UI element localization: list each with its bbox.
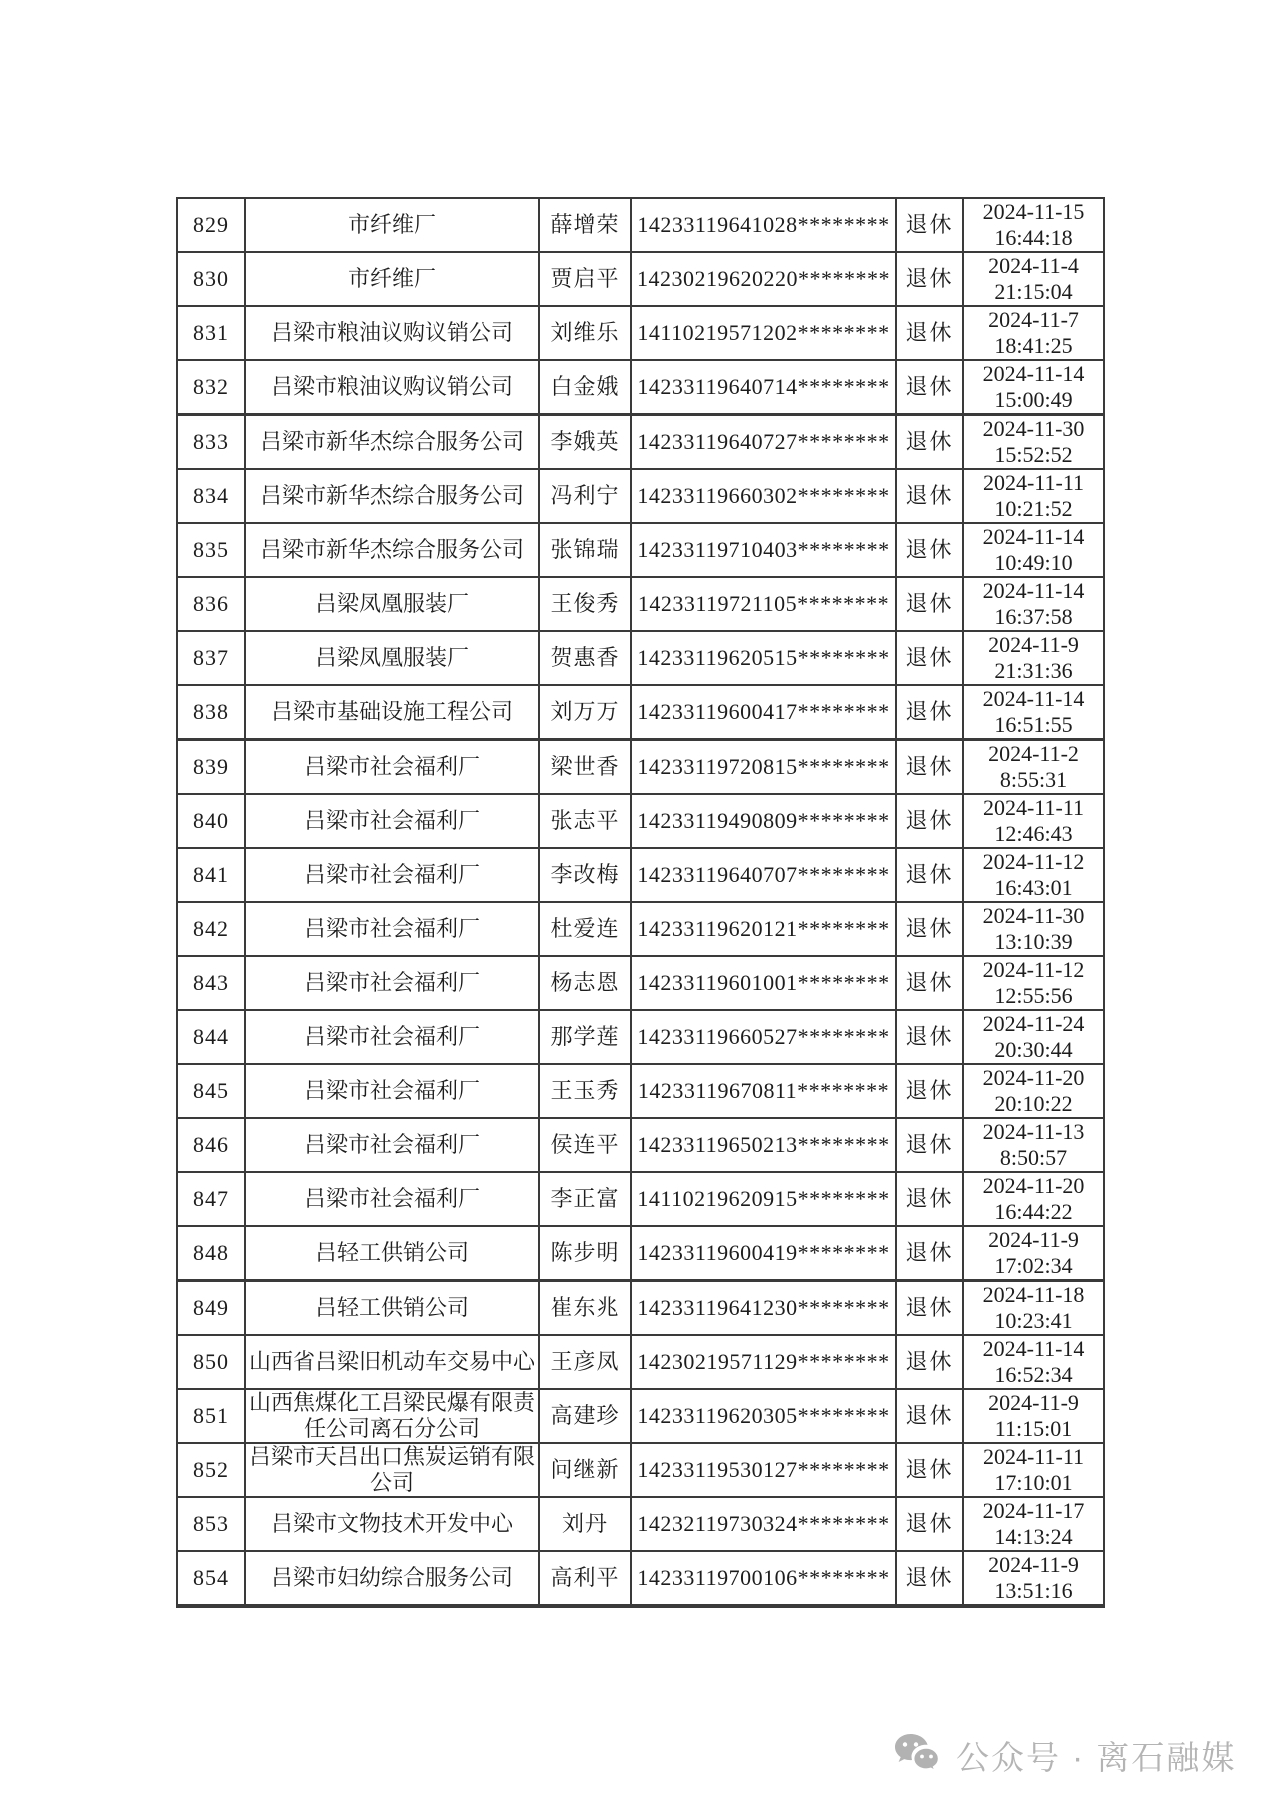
date-line: 2024-11-11 bbox=[982, 470, 1085, 495]
status-cell: 退休 bbox=[896, 360, 963, 415]
person-name-cell: 贾启平 bbox=[539, 252, 631, 306]
date-line: 2024-11-20 bbox=[982, 1065, 1085, 1090]
row-number-cell: 849 bbox=[177, 1281, 245, 1336]
table-row bbox=[177, 685, 1104, 740]
row-number-cell: 854 bbox=[177, 1551, 245, 1606]
company-cell: 吕梁市社会福利厂 bbox=[245, 848, 539, 902]
time-line: 10:23:41 bbox=[994, 1308, 1073, 1333]
row-number-cell: 852 bbox=[177, 1443, 245, 1497]
table-row bbox=[177, 306, 1104, 360]
row-number-cell: 830 bbox=[177, 252, 245, 306]
time-line: 20:10:22 bbox=[994, 1091, 1073, 1116]
datetime-cell bbox=[963, 740, 1104, 795]
row-number-cell: 850 bbox=[177, 1335, 245, 1389]
date-line: 2024-11-2 bbox=[988, 741, 1079, 766]
status-cell: 退休 bbox=[896, 523, 963, 577]
id-number-cell: 14232119730324******** bbox=[631, 1497, 896, 1551]
person-name-cell: 高建珍 bbox=[539, 1389, 631, 1443]
wechat-icon bbox=[893, 1732, 945, 1778]
person-name-cell: 贺惠香 bbox=[539, 631, 631, 685]
id-number-cell: 14233119530127******** bbox=[631, 1443, 896, 1497]
status-cell: 退休 bbox=[896, 1010, 963, 1064]
table-row bbox=[177, 252, 1104, 306]
status-cell: 退休 bbox=[896, 956, 963, 1010]
person-name-cell: 薛增荣 bbox=[539, 198, 631, 252]
time-line: 16:44:22 bbox=[994, 1199, 1073, 1224]
company-cell: 吕梁市社会福利厂 bbox=[245, 956, 539, 1010]
datetime-cell bbox=[963, 306, 1104, 360]
date-line: 2024-11-9 bbox=[988, 1227, 1079, 1252]
date-line: 2024-11-14 bbox=[982, 361, 1085, 386]
person-name-cell: 崔东兆 bbox=[539, 1281, 631, 1336]
datetime-cell bbox=[963, 1226, 1104, 1281]
company-cell: 吕梁市社会福利厂 bbox=[245, 1064, 539, 1118]
status-cell: 退休 bbox=[896, 1389, 963, 1443]
person-name-cell: 梁世香 bbox=[539, 740, 631, 795]
date-line: 2024-11-20 bbox=[982, 1173, 1085, 1198]
table-row bbox=[177, 1335, 1104, 1389]
id-number-cell: 14233119490809******** bbox=[631, 794, 896, 848]
table-row bbox=[177, 1389, 1104, 1443]
status-cell: 退休 bbox=[896, 252, 963, 306]
person-name-cell: 侯连平 bbox=[539, 1118, 631, 1172]
id-number-cell: 14110219620915******** bbox=[631, 1172, 896, 1226]
table-row bbox=[177, 198, 1104, 252]
time-line: 21:31:36 bbox=[994, 658, 1073, 683]
row-number-cell: 851 bbox=[177, 1389, 245, 1443]
datetime-cell bbox=[963, 956, 1104, 1010]
time-line: 16:37:58 bbox=[994, 604, 1073, 629]
table-row bbox=[177, 1010, 1104, 1064]
person-name-cell: 那学莲 bbox=[539, 1010, 631, 1064]
person-name-cell: 张志平 bbox=[539, 794, 631, 848]
person-name-cell: 李娥英 bbox=[539, 415, 631, 470]
table-row bbox=[177, 1551, 1104, 1606]
id-number-cell: 14233119640707******** bbox=[631, 848, 896, 902]
person-name-cell: 问继新 bbox=[539, 1443, 631, 1497]
time-line: 13:10:39 bbox=[994, 929, 1073, 954]
row-number-cell: 836 bbox=[177, 577, 245, 631]
time-line: 12:55:56 bbox=[994, 983, 1073, 1008]
company-cell: 吕轻工供销公司 bbox=[245, 1226, 539, 1281]
table-row bbox=[177, 1497, 1104, 1551]
person-name-cell: 刘万万 bbox=[539, 685, 631, 740]
table-row bbox=[177, 360, 1104, 415]
datetime-cell bbox=[963, 848, 1104, 902]
person-name-cell: 李改梅 bbox=[539, 848, 631, 902]
time-line: 12:46:43 bbox=[994, 821, 1073, 846]
datetime-cell bbox=[963, 1064, 1104, 1118]
person-name-cell: 李正富 bbox=[539, 1172, 631, 1226]
date-line: 2024-11-12 bbox=[982, 957, 1085, 982]
person-name-cell: 王彦凤 bbox=[539, 1335, 631, 1389]
datetime-cell bbox=[963, 1497, 1104, 1551]
date-line: 2024-11-30 bbox=[982, 416, 1085, 441]
table-row bbox=[177, 1443, 1104, 1497]
datetime-cell bbox=[963, 1443, 1104, 1497]
datetime-cell bbox=[963, 1389, 1104, 1443]
time-line: 16:44:18 bbox=[994, 225, 1073, 250]
datetime-cell bbox=[963, 631, 1104, 685]
row-number-cell: 832 bbox=[177, 360, 245, 415]
status-cell: 退休 bbox=[896, 1118, 963, 1172]
status-cell: 退休 bbox=[896, 198, 963, 252]
table-row bbox=[177, 1226, 1104, 1281]
row-number-cell: 835 bbox=[177, 523, 245, 577]
row-number-cell: 853 bbox=[177, 1497, 245, 1551]
id-number-cell: 14233119650213******** bbox=[631, 1118, 896, 1172]
datetime-cell bbox=[963, 1551, 1104, 1606]
row-number-cell: 842 bbox=[177, 902, 245, 956]
row-number-cell: 837 bbox=[177, 631, 245, 685]
date-line: 2024-11-4 bbox=[988, 253, 1079, 278]
company-cell: 吕梁市粮油议购议销公司 bbox=[245, 306, 539, 360]
datetime-cell bbox=[963, 1118, 1104, 1172]
status-cell: 退休 bbox=[896, 1497, 963, 1551]
table-row bbox=[177, 794, 1104, 848]
date-line: 2024-11-24 bbox=[982, 1011, 1085, 1036]
date-line: 2024-11-12 bbox=[982, 849, 1085, 874]
datetime-cell bbox=[963, 902, 1104, 956]
company-cell: 吕梁凤凰服装厂 bbox=[245, 631, 539, 685]
company-cell: 吕梁市新华杰综合服务公司 bbox=[245, 415, 539, 470]
id-number-cell: 14233119620515******** bbox=[631, 631, 896, 685]
company-cell: 吕梁市基础设施工程公司 bbox=[245, 685, 539, 740]
time-line: 17:02:34 bbox=[994, 1253, 1073, 1278]
date-line: 2024-11-14 bbox=[982, 578, 1085, 603]
company-cell: 吕梁市社会福利厂 bbox=[245, 902, 539, 956]
datetime-cell bbox=[963, 1172, 1104, 1226]
id-number-cell: 14233119641028******** bbox=[631, 198, 896, 252]
status-cell: 退休 bbox=[896, 469, 963, 523]
company-cell: 吕梁市新华杰综合服务公司 bbox=[245, 469, 539, 523]
datetime-cell bbox=[963, 1281, 1104, 1336]
status-cell: 退休 bbox=[896, 1226, 963, 1281]
company-cell: 市纤维厂 bbox=[245, 252, 539, 306]
time-line: 15:52:52 bbox=[994, 442, 1073, 467]
table-row bbox=[177, 631, 1104, 685]
id-number-cell: 14233119660527******** bbox=[631, 1010, 896, 1064]
time-line: 10:21:52 bbox=[994, 496, 1073, 521]
datetime-cell bbox=[963, 252, 1104, 306]
status-cell: 退休 bbox=[896, 306, 963, 360]
person-name-cell: 刘维乐 bbox=[539, 306, 631, 360]
id-number-cell: 14233119710403******** bbox=[631, 523, 896, 577]
date-line: 2024-11-9 bbox=[988, 1552, 1079, 1577]
table-row bbox=[177, 740, 1104, 795]
status-cell: 退休 bbox=[896, 1281, 963, 1336]
company-cell: 吕轻工供销公司 bbox=[245, 1281, 539, 1336]
person-name-cell: 王俊秀 bbox=[539, 577, 631, 631]
table-row bbox=[177, 1064, 1104, 1118]
row-number-cell: 829 bbox=[177, 198, 245, 252]
status-cell: 退休 bbox=[896, 1172, 963, 1226]
id-number-cell: 14233119600417******** bbox=[631, 685, 896, 740]
company-cell: 吕梁市社会福利厂 bbox=[245, 740, 539, 795]
time-line: 16:52:34 bbox=[994, 1362, 1073, 1387]
time-line: 14:13:24 bbox=[994, 1524, 1073, 1549]
status-cell: 退休 bbox=[896, 631, 963, 685]
row-number-cell: 840 bbox=[177, 794, 245, 848]
company-cell: 吕梁市粮油议购议销公司 bbox=[245, 360, 539, 415]
table-row bbox=[177, 956, 1104, 1010]
id-number-cell: 14110219571202******** bbox=[631, 306, 896, 360]
company-cell: 吕梁市社会福利厂 bbox=[245, 1172, 539, 1226]
datetime-cell bbox=[963, 415, 1104, 470]
id-number-cell: 14233119600419******** bbox=[631, 1226, 896, 1281]
date-line: 2024-11-18 bbox=[982, 1282, 1085, 1307]
time-line: 8:50:57 bbox=[999, 1145, 1068, 1170]
row-number-cell: 843 bbox=[177, 956, 245, 1010]
datetime-cell bbox=[963, 1010, 1104, 1064]
id-number-cell: 14233119660302******** bbox=[631, 469, 896, 523]
datetime-cell bbox=[963, 1335, 1104, 1389]
datetime-cell bbox=[963, 685, 1104, 740]
time-line: 18:41:25 bbox=[994, 333, 1073, 358]
table-row bbox=[177, 1281, 1104, 1336]
date-line: 2024-11-7 bbox=[988, 307, 1079, 332]
table-row bbox=[177, 523, 1104, 577]
company-cell: 吕梁市社会福利厂 bbox=[245, 1118, 539, 1172]
person-name-cell: 高利平 bbox=[539, 1551, 631, 1606]
datetime-cell bbox=[963, 198, 1104, 252]
person-name-cell: 冯利宁 bbox=[539, 469, 631, 523]
time-line: 10:49:10 bbox=[994, 550, 1073, 575]
id-number-cell: 14233119640727******** bbox=[631, 415, 896, 470]
person-name-cell: 王玉秀 bbox=[539, 1064, 631, 1118]
row-number-cell: 838 bbox=[177, 685, 245, 740]
id-number-cell: 14233119721105******** bbox=[631, 577, 896, 631]
id-number-cell: 14233119620305******** bbox=[631, 1389, 896, 1443]
datetime-cell bbox=[963, 794, 1104, 848]
id-number-cell: 14233119720815******** bbox=[631, 740, 896, 795]
row-number-cell: 844 bbox=[177, 1010, 245, 1064]
date-line: 2024-11-11 bbox=[982, 1444, 1085, 1469]
row-number-cell: 841 bbox=[177, 848, 245, 902]
person-name-cell: 杜爱连 bbox=[539, 902, 631, 956]
date-line: 2024-11-30 bbox=[982, 903, 1085, 928]
table-row bbox=[177, 902, 1104, 956]
date-line: 2024-11-14 bbox=[982, 1336, 1085, 1361]
table-body bbox=[177, 198, 1104, 1606]
status-cell: 退休 bbox=[896, 1551, 963, 1606]
status-cell: 退休 bbox=[896, 577, 963, 631]
time-line: 21:15:04 bbox=[994, 279, 1073, 304]
date-line: 2024-11-11 bbox=[982, 795, 1085, 820]
datetime-cell bbox=[963, 469, 1104, 523]
id-number-cell: 14230219571129******** bbox=[631, 1335, 896, 1389]
datetime-cell bbox=[963, 577, 1104, 631]
company-cell: 山西焦煤化工吕梁民爆有限责任公司离石分公司 bbox=[245, 1389, 539, 1443]
time-line: 11:15:01 bbox=[994, 1416, 1073, 1441]
company-cell: 山西省吕梁旧机动车交易中心 bbox=[245, 1335, 539, 1389]
time-line: 8:55:31 bbox=[999, 767, 1068, 792]
retiree-table bbox=[176, 197, 1105, 1608]
row-number-cell: 834 bbox=[177, 469, 245, 523]
date-line: 2024-11-15 bbox=[982, 199, 1085, 224]
id-number-cell: 14233119700106******** bbox=[631, 1551, 896, 1606]
company-cell: 吕梁市文物技术开发中心 bbox=[245, 1497, 539, 1551]
status-cell: 退休 bbox=[896, 685, 963, 740]
date-line: 2024-11-9 bbox=[988, 632, 1079, 657]
row-number-cell: 846 bbox=[177, 1118, 245, 1172]
row-number-cell: 848 bbox=[177, 1226, 245, 1281]
row-number-cell: 831 bbox=[177, 306, 245, 360]
id-number-cell: 14233119620121******** bbox=[631, 902, 896, 956]
status-cell: 退休 bbox=[896, 1064, 963, 1118]
date-line: 2024-11-14 bbox=[982, 524, 1085, 549]
company-cell: 市纤维厂 bbox=[245, 198, 539, 252]
company-cell: 吕梁市妇幼综合服务公司 bbox=[245, 1551, 539, 1606]
date-line: 2024-11-9 bbox=[988, 1390, 1079, 1415]
person-name-cell: 张锦瑞 bbox=[539, 523, 631, 577]
person-name-cell: 白金娥 bbox=[539, 360, 631, 415]
time-line: 20:30:44 bbox=[994, 1037, 1073, 1062]
person-name-cell: 陈步明 bbox=[539, 1226, 631, 1281]
company-cell: 吕梁凤凰服装厂 bbox=[245, 577, 539, 631]
status-cell: 退休 bbox=[896, 902, 963, 956]
table-row bbox=[177, 469, 1104, 523]
time-line: 15:00:49 bbox=[994, 387, 1073, 412]
date-line: 2024-11-13 bbox=[982, 1119, 1085, 1144]
table-row bbox=[177, 415, 1104, 470]
status-cell: 退休 bbox=[896, 740, 963, 795]
status-cell: 退休 bbox=[896, 794, 963, 848]
company-cell: 吕梁市社会福利厂 bbox=[245, 1010, 539, 1064]
id-number-cell: 14230219620220******** bbox=[631, 252, 896, 306]
date-line: 2024-11-14 bbox=[982, 686, 1085, 711]
row-number-cell: 833 bbox=[177, 415, 245, 470]
status-cell: 退休 bbox=[896, 1335, 963, 1389]
time-line: 16:43:01 bbox=[994, 875, 1073, 900]
company-cell: 吕梁市新华杰综合服务公司 bbox=[245, 523, 539, 577]
time-line: 17:10:01 bbox=[994, 1470, 1073, 1495]
row-number-cell: 839 bbox=[177, 740, 245, 795]
id-number-cell: 14233119601001******** bbox=[631, 956, 896, 1010]
id-number-cell: 14233119641230******** bbox=[631, 1281, 896, 1336]
datetime-cell bbox=[963, 523, 1104, 577]
datetime-cell bbox=[963, 360, 1104, 415]
person-name-cell: 刘丹 bbox=[539, 1497, 631, 1551]
table-row bbox=[177, 848, 1104, 902]
row-number-cell: 845 bbox=[177, 1064, 245, 1118]
time-line: 13:51:16 bbox=[994, 1578, 1073, 1603]
row-number-cell: 847 bbox=[177, 1172, 245, 1226]
publisher-watermark bbox=[893, 1729, 1236, 1781]
company-cell: 吕梁市社会福利厂 bbox=[245, 794, 539, 848]
status-cell: 退休 bbox=[896, 415, 963, 470]
date-line: 2024-11-17 bbox=[982, 1498, 1085, 1523]
person-name-cell: 杨志恩 bbox=[539, 956, 631, 1010]
company-cell: 吕梁市天吕出口焦炭运销有限公司 bbox=[245, 1443, 539, 1497]
status-cell: 退休 bbox=[896, 848, 963, 902]
status-cell: 退休 bbox=[896, 1443, 963, 1497]
table-row bbox=[177, 577, 1104, 631]
id-number-cell: 14233119670811******** bbox=[631, 1064, 896, 1118]
table-row bbox=[177, 1118, 1104, 1172]
id-number-cell: 14233119640714******** bbox=[631, 360, 896, 415]
publisher-name: 公众号 · 离石融媒 bbox=[956, 1738, 1237, 1776]
time-line: 16:51:55 bbox=[994, 712, 1073, 737]
table-row bbox=[177, 1172, 1104, 1226]
